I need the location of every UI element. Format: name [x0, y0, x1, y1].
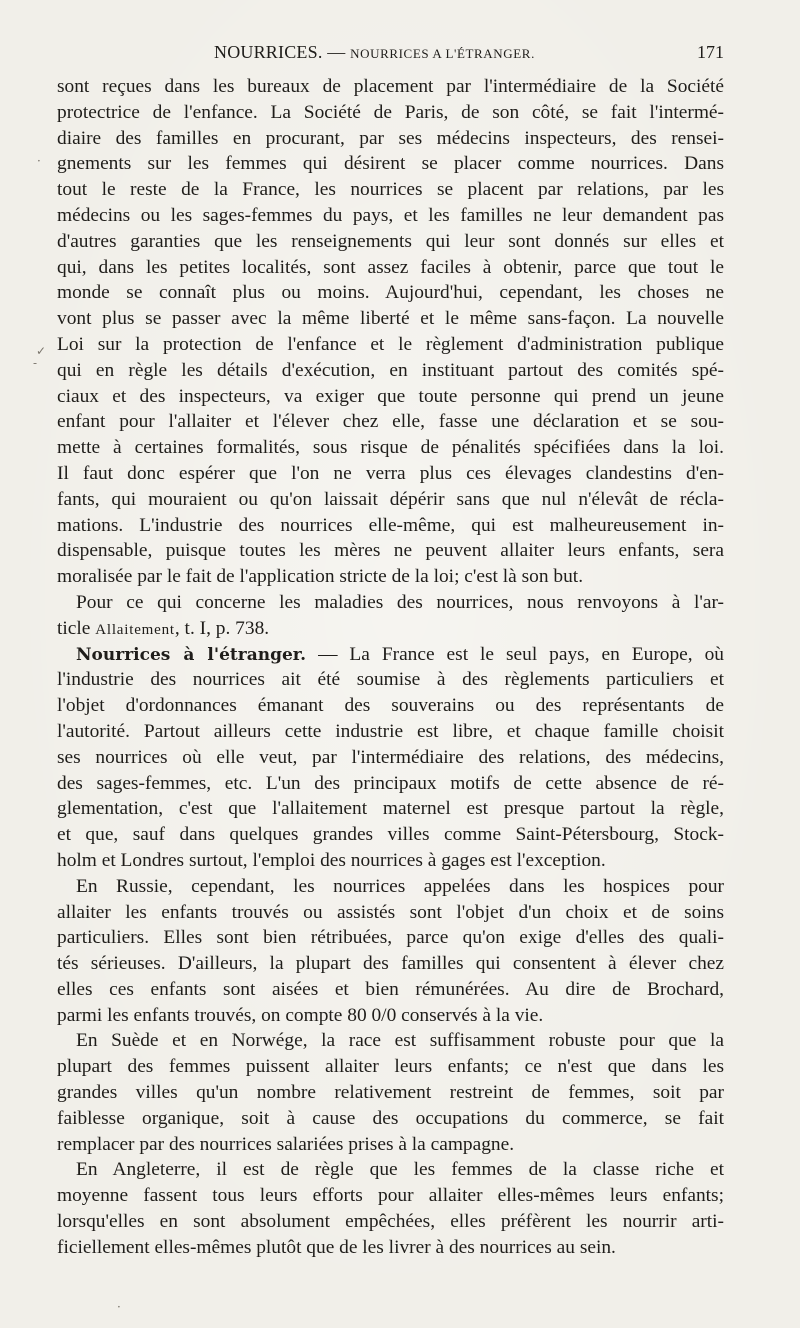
text-line: particuliers. Elles sont bien rétribuées, parce qu'on exige d'elles des quali-	[57, 927, 724, 949]
text-line: qui, dans les petites localités, sont assez faciles à obtenir, parce que tout le	[57, 256, 724, 278]
text-line: faiblesse organique, soit à cause des occupations du commerce, se fait	[57, 1107, 724, 1129]
text-line: tout le reste de la France, les nourrices se placent par relations, par les	[57, 179, 724, 201]
section-heading: Nourrices à l'étranger.	[76, 644, 307, 665]
text-line: tés sérieuses. D'ailleurs, la plupart des familles qui consentent à élever chez	[57, 953, 724, 975]
text-line: Loi sur la protection de l'enfance et le règlement d'administration publique	[57, 333, 724, 355]
margin-mark: ✓	[36, 344, 47, 358]
text-line: l'objet d'ordonnances émanant des souverains ou des représentants de	[57, 695, 724, 717]
text-line: moyenne fassent tous leurs efforts pour allaiter elles-mêmes leurs enfants;	[57, 1185, 724, 1207]
text-line: allaiter les enfants trouvés ou assistés sont l'objet d'un choix et de soins	[57, 901, 724, 923]
text-line: des sages-femmes, etc. L'un des principaux motifs de cette absence de ré-	[57, 772, 724, 794]
text-line: En Suède et en Norwége, la race est suffisamment robuste pour que la	[76, 1030, 724, 1052]
text-line	[57, 616, 724, 642]
text-fragment: — La France est le seul pays, en Europe, où	[306, 643, 724, 665]
text-line: gnements sur les femmes qui désirent se placer comme nourrices. Dans	[57, 153, 724, 175]
text-line: sont reçues dans les bureaux de placement par l'intermédiaire de la Société	[57, 76, 724, 97]
running-title-sub: NOURRICES A L'ÉTRANGER.	[350, 46, 535, 61]
text-line: holm et Londres surtout, l'emploi des nourrices à gages est l'exception.	[57, 849, 606, 871]
paragraph-england	[57, 1157, 724, 1260]
margin-mark: ·	[117, 1300, 121, 1314]
running-title-dash: —	[322, 42, 351, 62]
text-line: remplacer par des nourrices salariées prises à la campagne.	[57, 1133, 515, 1155]
text-line: l'industrie des nourrices ait été soumise à des règlements particuliers et	[57, 669, 724, 691]
text-line: et que, sauf dans quelques grandes villes comme Saint-Pétersbourg, Stock-	[57, 824, 724, 846]
text-line: grandes villes qu'un nombre relativement restreint de femmes, soit par	[57, 1082, 724, 1104]
text-line: parmi les enfants trouvés, on compte 80 0/0 conservés à la vie.	[57, 1004, 544, 1026]
text-line: mations. L'industrie des nourrices elle-même, qui est malheureusement in-	[57, 514, 724, 536]
text-line: d'autres garanties que les renseignements qui leur sont donnés sur elles et	[57, 230, 724, 252]
text-line	[57, 642, 724, 668]
paragraph-placement	[57, 74, 724, 590]
text-line: ciaux et des inspecteurs, va exiger que toute personne qui prend un jeune	[57, 385, 724, 407]
page-header	[57, 42, 724, 72]
text-line: lorsqu'elles en sont absolument empêchées, elles préfèrent les nourrir arti-	[57, 1211, 724, 1233]
text-line: qui en règle les détails d'exécution, en instituant partout des comités spé-	[57, 359, 724, 381]
paragraph-russia	[57, 874, 724, 1029]
text-line: ficiellement elles-mêmes plutôt que de les livrer à des nourrices au sein.	[57, 1236, 616, 1258]
page-number: 171	[697, 42, 724, 62]
text-line: diaire des familles en procurant, par ses médecins inspecteurs, des rensei-	[57, 127, 724, 149]
paragraph-sweden	[57, 1028, 724, 1157]
text-line: protectrice de l'enfance. La Société de Paris, de son côté, se fait l'intermé-	[57, 101, 724, 123]
section-nourrices-etranger	[57, 642, 724, 874]
text-line: Il faut donc espérer que l'on ne verra plus ces élevages clandestins d'en-	[57, 462, 724, 484]
text-line: enfant pour l'allaiter et l'élever chez elle, fasse une déclaration et se sou-	[57, 411, 724, 433]
text-line: monde se connaît plus ou moins. Aujourd'hui, cependant, les choses ne	[57, 282, 724, 304]
text-line: l'autorité. Partout ailleurs cette industrie est libre, et chaque famille choisit	[57, 720, 724, 742]
text-line: plupart des femmes puissent allaiter leurs enfants; ce n'est que dans les	[57, 1056, 724, 1078]
text-line: fants, qui mouraient ou qu'on laissait dépérir sans que nul n'élevât de récla-	[57, 488, 724, 510]
running-title-main: NOURRICES.	[214, 42, 323, 62]
text-line: vont plus se passer avec la même liberté et le même sans-façon. La nouvelle	[57, 308, 724, 330]
text-line: médecins ou les sages-femmes du pays, et les familles ne leur demandent pas	[57, 204, 724, 226]
running-title	[214, 42, 535, 63]
article-reference: Allaitement	[95, 621, 175, 638]
margin-mark: ·	[37, 154, 41, 168]
text-fragment: , t. I, p. 738.	[174, 617, 270, 639]
text-line: glementation, c'est que l'allaitement maternel est presque partout la règle,	[57, 798, 724, 820]
text-line: En Angleterre, il est de règle que les femmes de la classe riche et	[76, 1159, 724, 1181]
text-line: elles ces enfants sont aisées et bien rémunérées. Au dire de Brochard,	[57, 978, 724, 1000]
text-line: Pour ce qui concerne les maladies des nourrices, nous renvoyons à l'ar-	[76, 591, 724, 613]
text-line: ses nourrices où elle veut, par l'intermédiaire des relations, des médecins,	[57, 746, 724, 768]
body-text	[57, 74, 724, 1261]
text-line: moralisée par le fait de l'application stricte de la loi; c'est là son but.	[57, 566, 584, 588]
text-line: En Russie, cependant, les nourrices appelées dans les hospices pour	[76, 875, 724, 897]
margin-mark: -	[33, 356, 38, 370]
text-line: mette à certaines formalités, sous risque de pénalités spécifiées dans la loi.	[57, 437, 724, 459]
text-fragment: ticle	[57, 617, 96, 639]
text-line: dispensable, puisque toutes les mères ne peuvent allaiter leurs enfants, sera	[57, 540, 724, 562]
paragraph-diseases-reference	[57, 590, 724, 642]
